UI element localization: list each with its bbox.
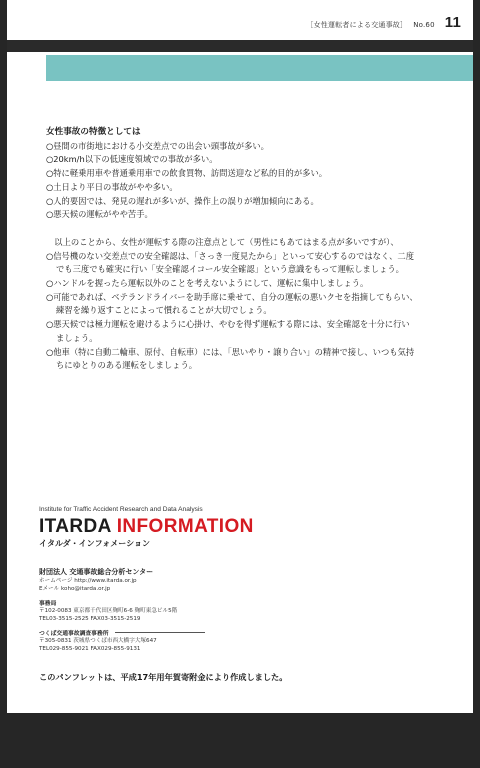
features-heading: 女性事故の特徴としては [46,127,141,137]
advice-item [46,250,441,277]
address-line: 〒102-0083 東京都千代田区麹町6-6 麹町東急ビル5階 [39,607,178,614]
advice-item [46,318,441,345]
logo-text-itarda: ITARDA [39,516,117,537]
lab-title-text: つくば交通事故調査事務所 [39,630,109,637]
logo-text-information: INFORMATION [116,516,254,537]
logo-subtitle: イタルダ・インフォメーション [39,539,150,548]
office-title [39,598,419,607]
running-head [306,14,461,31]
footer [39,506,419,653]
decorative-teal-bar [46,55,473,81]
advice-line: ちにゆとりのある運転をしましょう。 [56,360,198,371]
feature-item: ○20km/h以下の低速度領域での事故が多い。 [46,154,218,165]
address-line: TEL03-3515-2525 FAX03-3515-2519 [39,616,141,623]
advice-item [46,346,441,373]
lab-title [39,628,419,637]
advice-line: ましょう。 [56,332,98,343]
feature-item: ○特に軽乗用車や普通乗用車での飲食買物、訪問送迎など私的目的が多い。 [46,168,328,179]
advice-line: ○可能であれば、ベテランドライバーを助手席に乗せて、自分の運転の悪いクセを指摘してもらい、 [46,291,418,302]
advice-list [46,250,441,373]
advice-item [46,291,441,318]
page-number: 11 [444,14,461,31]
features-list [46,140,441,222]
page-header [7,0,473,40]
page-gap [7,40,473,52]
office-title-text: 事務局 [39,600,57,607]
advice-line: ○他車（特に自動二輪車、原付、自転車）には、「思いやり・譲り合い」の精神で接し、いつも気持 [46,346,415,357]
itarda-logo [39,517,419,537]
advice-item [46,277,441,291]
section-rule [115,632,205,633]
organization-name: 財団法人 交通事故総合分析センター [39,568,154,576]
feature-item: ○土日より平日の事故がやや多い。 [46,181,178,192]
issue-number: No.60 [413,21,435,29]
advice-line: 練習を繰り返すことによって慣れることが大切でしょう。 [56,305,272,316]
advice-line: ○信号機のない交差点での安全確認は、「さっき一度見たから」といって安心するのではなく、二度 [46,250,414,261]
main-text [46,126,441,373]
feature-item: ○昼間の市街地における小交差点での出会い頭事故が多い。 [46,140,269,151]
advice-line: でも三度でも確実に行い「安全確認イコール安全確認」という意識をもって運転しましょう。 [56,264,404,275]
advice-line: ○悪天候では極力運転を避けるように心掛け、やむを得ず運転する際には、安全確認を十分に行い [46,319,410,330]
running-title: ［女性運転者による交通事故］ [306,21,408,29]
institute-name: Institute for Traffic Accident Research and Data Analysis [39,506,203,513]
advice-intro: 以上のことから、女性が運転する際の注意点として（男性にもあてはまる点が多いですが）、 [46,236,399,247]
closing-note: このパンフレットは、平成17年用年賀寄附金により作成しました。 [39,672,288,682]
feature-item: ○人的要因では、発見の遅れが多いが、操作上の誤りが増加傾向にある。 [46,195,319,206]
office-address [39,607,419,624]
address-line: 〒305-0831 茨城県つくば市西大橋字大塚647 [39,637,157,644]
address-line: TEL029-855-9021 FAX029-855-9131 [39,646,141,653]
homepage-link: ホームページ http://www.itarda.or.jp [39,578,137,584]
email-address: Eメール koho@itarda.or.jp [39,586,111,593]
lab-address [39,637,419,654]
advice-line: ○ハンドルを握ったら運転以外のことを考えないようにして、運転に集中しましょう。 [46,278,369,289]
feature-item: ○悪天候の運転がやや苦手。 [46,209,153,220]
